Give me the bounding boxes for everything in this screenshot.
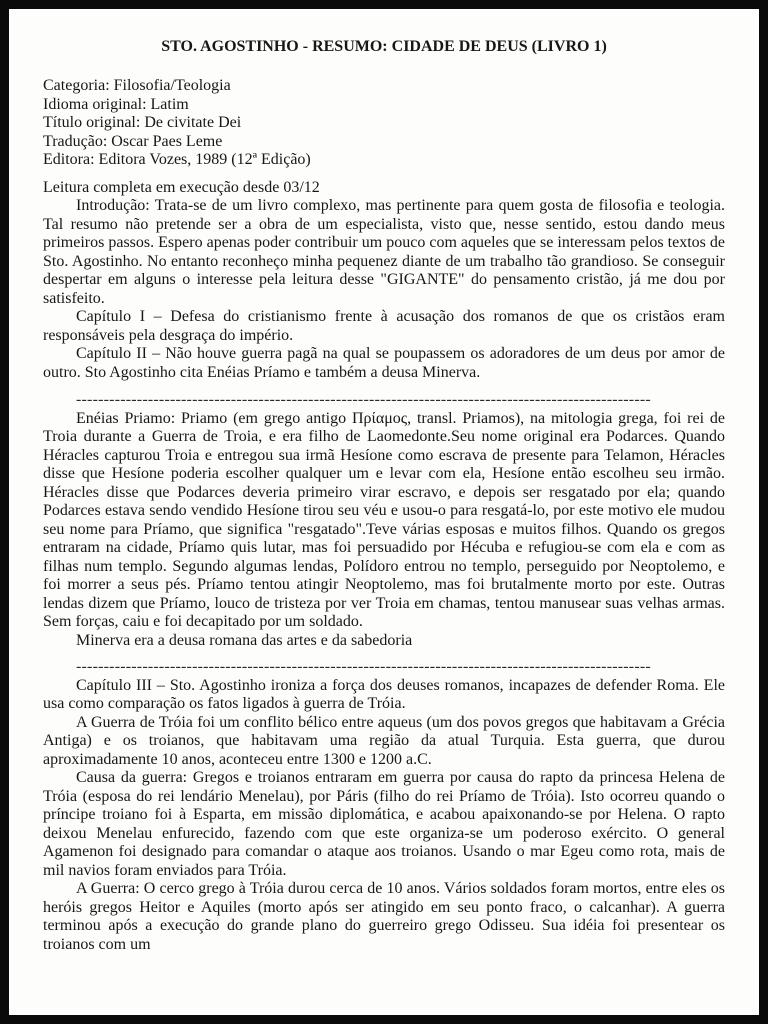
metadata-line-titulo-original: Título original: De civitate Dei bbox=[43, 114, 242, 131]
paragraph-capitulo-2: Capítulo II – Não houve guerra pagã na qual se poupassem os adoradores de um deus por amor de outro. Sto Agostinho cita Enéias Príamo e também a deusa Minerva. bbox=[43, 345, 725, 381]
metadata-line-traducao: Tradução: Oscar Paes Leme bbox=[43, 132, 223, 150]
paragraph-eneias-priamo: Enéias Priamo: Priamo (em grego antigo Πρίαμος, transl. Priamos), na mitologia grega, foi rei de Troia durante a Guerra de Troia, e era filho de Laomedonte.Seu nome original era Podarces. Quando Héracles capturou Troia e entregou sua irmã Hesíone como escrava de presente para Telamon, Héracles disse que Hesíone poderia escolher qualquer um e levar com ela, Hesíone então escolheu seu irmão. Héracles disse que Podarces deveria primeiro virar escravo, e depois ser resgatado por ela; quando Podarces estava sendo vendido Hesíone tirou seu véu e usou-o para resgatá-lo, por este motivo ele mudou seu nome para Príamo, que significa "resgatado".Teve várias esposas e muitos filhos. Quando os gregos entraram na cidade, Príamo quis lutar, mas foi persuadido por Hécuba e refugiou-se com ela e com as filhas num templo. Segundo algumas lendas, Polídoro entrou no templo, perseguido por Neoptolemo, e foi morrer a seus pés. Príamo tentou atingir Neoptolemo, mas foi brutalmente morto por este. Outras lendas dizem que Príamo, louco de tristeza por ver Troia em chamas, tentou manusear suas velhas armas. Sem forças, caiu e foi decapitado por um soldado. bbox=[43, 409, 725, 630]
paragraph-capitulo-3: Capítulo III – Sto. Agostinho ironiza a força dos deuses romanos, incapazes de defender Roma. Ele usa como comparação os fatos ligados à guerra de Tróia. bbox=[43, 676, 725, 712]
reading-status-note: Leitura completa em execução desde 03/12 bbox=[43, 178, 320, 196]
paragraph-a-guerra: A Guerra: O cerco grego à Tróia durou cerca de 10 anos. Vários soldados foram mortos, entre eles os heróis gregos Heitor e Aquiles (morto após ser atingido em seu ponto fraco, o calcanhar). A guerra terminou após a execução do grande plano do guerreiro grego Odisseu. Sua idéia foi presentear os troianos com um bbox=[43, 880, 725, 953]
metadata-line-categoria: Categoria: Filosofia/Teologia bbox=[43, 77, 231, 94]
section-divider-dashes: -------------------------------------------------------------------------------------------------------- bbox=[76, 658, 651, 675]
paragraph-causa-da-guerra: Causa da guerra: Gregos e troianos entraram em guerra por causa do rapto da princesa Helena de Tróia (esposa do rei lendário Menelau), por Páris (filho do rei Príamo de Tróia). Isto ocorreu quando o príncipe troiano foi à Esparta, em missão diplomática, e acabou apaixonando-se por Helena. O rapto deixou Menelau enfurecido, fazendo com que este organiza-se um poderoso exército. O general Agamenon foi designado para comandar o ataque aos troianos. Usando o mar Egeu como rota, mais de mil navios foram enviados para Tróia. bbox=[43, 769, 725, 879]
paragraph-guerra-de-troia: A Guerra de Tróia foi um conflito bélico entre aqueus (um dos povos gregos que habitavam a Grécia Antiga) e os troianos, que habitavam uma região da atual Turquia. Esta guerra, que durou aproximadamente 10 anos, aconteceu entre 1300 e 1200 a.C. bbox=[43, 713, 725, 768]
page-title: STO. AGOSTINHO - RESUMO: CIDADE DE DEUS (LIVRO 1) bbox=[161, 38, 607, 55]
paragraph-capitulo-1: Capítulo I – Defesa do cristianismo frente à acusação dos romanos de que os cristãos eram responsáveis pela desgraça do império. bbox=[43, 308, 725, 344]
paragraph-introducao: Introdução: Trata-se de um livro complexo, mas pertinente para quem gosta de filosofia e teologia. Tal resumo não pretende ser a obra de um especialista, visto que, nesse sentido, estou dando meus primeiros passos. Espero apenas poder contribuir um pouco com aqueles que se interessam pelos textos de Sto. Agostinho. No entanto reconheço minha pequenez diante de um trabalho tão grandioso. Se conseguir despertar em alguns o interesse pela leitura desse "GIGANTE" do pensamento cristão, já me dou por satisfeito. bbox=[43, 197, 725, 307]
section-divider-dashes: -------------------------------------------------------------------------------------------------------- bbox=[76, 391, 651, 408]
paragraph-minerva: Minerva era a deusa romana das artes e da sabedoria bbox=[76, 631, 413, 649]
metadata-block bbox=[43, 77, 725, 170]
metadata-line-editora: Editora: Editora Vozes, 1989 (12ª Edição) bbox=[43, 151, 311, 168]
metadata-line-idioma: Idioma original: Latim bbox=[43, 95, 189, 113]
